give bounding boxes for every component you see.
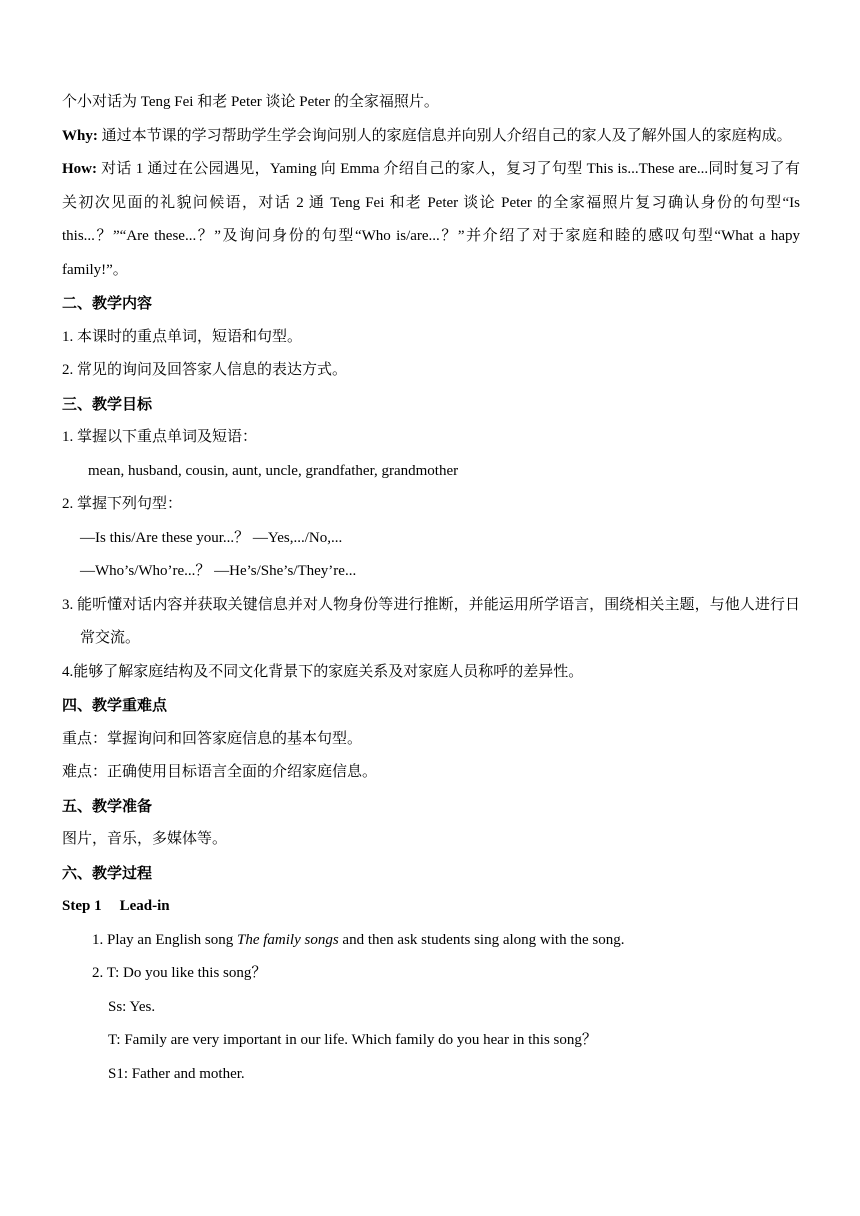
how-paragraph (62, 153, 800, 287)
how-text: 对话 1 通过在公园遇见，Yaming 向 Emma 介绍自己的家人，复习了句型 This is...These are...同时复习了有关初次见面的礼貌问候语，对话 2 通 Teng Fei 和老 Peter 谈论 Peter 的全家福照片复习确认身份的句型“Is this...？”“Are these...？”及询问身份的句型“Who is/are...？”并介绍了对于家庭和睦的感叹句型“What a hapy family!”。 (62, 161, 800, 278)
goal-item-4: 4.能够了解家庭结构及不同文化背景下的家庭关系及对家庭人员称呼的差异性。 (62, 663, 584, 680)
goal-words: mean, husband, cousin, aunt, uncle, grandfather, grandmother (88, 462, 459, 479)
section-title-teaching-process: 六、教学过程 (62, 863, 153, 882)
dialog-line: Ss: Yes. (108, 998, 156, 1015)
content-item: 2. 常见的询问及回答家人信息的表达方式。 (62, 362, 348, 378)
preparation-text: 图片，音乐，多媒体等。 (62, 831, 228, 847)
why-paragraph (62, 120, 800, 154)
why-text: 通过本节课的学习帮助学生学会询问别人的家庭信息并向别人介绍自己的家人及了解外国人的家庭构成。 (97, 127, 792, 144)
difficult-point: 难点：正确使用目标语言全面的介绍家庭信息。 (62, 764, 378, 780)
step-item-2: 2. T: Do you like this song？ (92, 965, 267, 981)
step-item-prefix: 1. Play an English song (92, 931, 237, 948)
step-item-suffix: and then ask students sing along with the song. (338, 931, 625, 948)
goal-sentence: —Who’s/Who’re...？ —He’s/She’s/They’re... (80, 563, 357, 579)
dialog-line: T: Family are very important in our life. Which family do you hear in this song？ (108, 1032, 597, 1048)
intro-line: 个小对话为 Teng Fei 和老 Peter 谈论 Peter 的全家福照片。 (62, 94, 439, 110)
goal-item-3: 3. 能听懂对话内容并获取关键信息并对人物身份等进行推断，并能运用所学语言，围绕相关主题，与他人进行日常交流。 (62, 596, 800, 646)
goal-sentence: —Is this/Are these your...？ —Yes,.../No,... (80, 529, 343, 546)
document-page (62, 86, 800, 1091)
step-item-1 (62, 924, 800, 958)
content-item: 1. 本课时的重点单词，短语和句型。 (62, 328, 303, 345)
song-title: The family songs (237, 931, 339, 948)
section-title-preparation: 五、教学准备 (62, 796, 153, 815)
goal-item-2: 2. 掌握下列句型： (62, 496, 183, 512)
how-label: How: (62, 161, 97, 177)
section-title-key-difficult: 四、教学重难点 (62, 696, 168, 714)
dialog-line: S1: Father and mother. (108, 1065, 245, 1082)
key-point: 重点：掌握询问和回答家庭信息的基本句型。 (62, 730, 363, 747)
step-heading (62, 890, 800, 924)
section-title-teaching-content: 二、教学内容 (62, 294, 153, 312)
why-label: Why: (62, 127, 98, 144)
section-title-teaching-goals: 三、教学目标 (62, 394, 153, 413)
step-title: Lead-in (119, 898, 170, 914)
step-number: Step 1 (62, 898, 102, 914)
goal-item-1: 1. 掌握以下重点单词及短语： (62, 429, 258, 445)
